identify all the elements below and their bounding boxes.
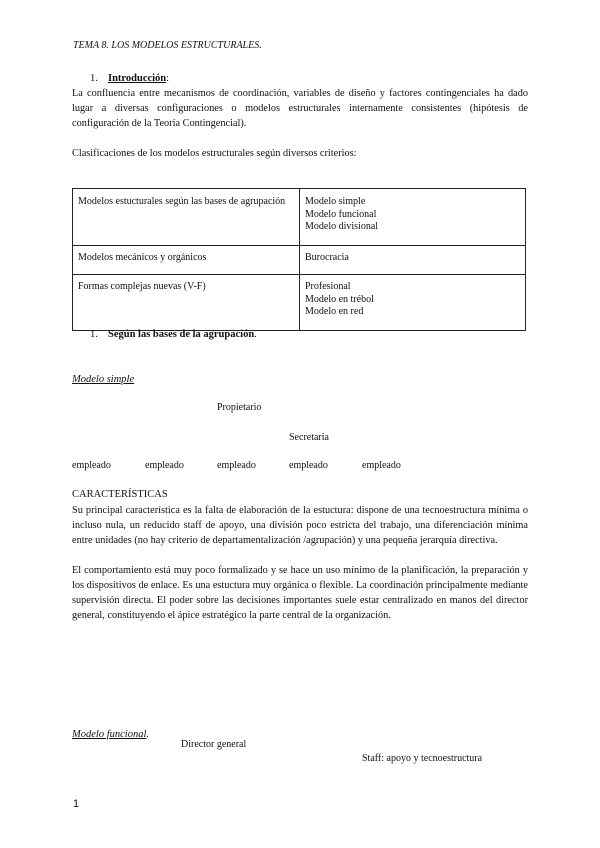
section-number: 1.: [90, 329, 98, 340]
org-owner: Propietario: [217, 402, 262, 413]
section-heading: [90, 329, 257, 340]
intro-number: 1.: [90, 73, 98, 84]
table-cell-models: [300, 246, 526, 275]
table-row: [73, 275, 526, 331]
simple-model-heading: Modelo simple: [72, 374, 135, 385]
model-item: Modelo divisional: [305, 221, 379, 232]
table-row: [73, 189, 526, 246]
classification-line: Clasificaciones de los modelos estructurales según diversos criterios:: [72, 148, 357, 159]
table-cell-criterion: Modelos mecánicos y orgánicos: [73, 246, 300, 275]
model-item: Modelo en red: [305, 306, 364, 317]
functional-model-heading: [72, 724, 149, 742]
org-employee: empleado: [217, 460, 256, 471]
table-cell-criterion: Formas complejas nuevas (V-F): [73, 275, 300, 331]
table-cell-models: [300, 189, 526, 246]
functional-model-suffix: .: [146, 729, 149, 740]
org-employee: empleado: [362, 460, 401, 471]
page-number: 1: [73, 798, 80, 810]
intro-heading: [90, 73, 169, 84]
functional-model-label: Modelo funcional: [72, 729, 147, 740]
org-employee: empleado: [145, 460, 184, 471]
org-employee: empleado: [289, 460, 328, 471]
org-employee: empleado: [72, 460, 111, 471]
table-cell-criterion: Modelos estucturales según las bases de agrupación: [73, 189, 300, 246]
org-director: Director general: [181, 739, 247, 750]
table-row: [73, 246, 526, 275]
page-title: TEMA 8. LOS MODELOS ESTRUCTURALES.: [73, 40, 262, 51]
intro-suffix: :: [166, 73, 170, 84]
section-suffix: .: [254, 329, 257, 340]
org-staff: Staff: apoyo y tecnoestructura: [362, 753, 483, 764]
model-item: Modelo simple: [305, 196, 366, 207]
characteristics-paragraph-1: Su principal característica es la falta de elaboración de la estuctura: dispone de una tecnoestructura mínima o incluso nula, un reducido staff de apoyo, una división poco estricta del trabajo, una diferenciación mínima entre unidades (no hay criterio de departamentalización /agrupación) y una pequeña jerarquía directiva.: [72, 505, 528, 546]
intro-paragraph: La confluencia entre mecanismos de coordinación, variables de diseño y factores contingenciales ha dado lugar a diversas configuraciones o modelos estructurales internamente consistentes (hipótesis de configuración de la Teoría Contingencial).: [72, 88, 528, 129]
model-item: Modelo en trébol: [305, 293, 374, 305]
table-cell-models: [300, 275, 526, 331]
characteristics-paragraph-2: El comportamiento está muy poco formalizado y se hace un uso mínimo de la planificación, la preparación y los dispositivos de enlace. Es una estuctura muy orgánica o flexible. La coordinación principalmente mediante supervisión directa. El poder sobre las decisiones importantes suele estar centralizado en manos del director general, constituyendo el ápice estratégico la parte central de la organización.: [72, 565, 528, 621]
models-table: [72, 188, 526, 331]
org-secretary: Secretaria: [289, 432, 329, 443]
model-item: Burocracia: [305, 252, 349, 263]
intro-label: Introducción: [108, 73, 167, 84]
model-item: Modelo funcional: [305, 208, 377, 220]
characteristics-heading: CARACTERÍSTICAS: [72, 489, 168, 500]
section-label: Según las bases de la agrupación: [108, 329, 255, 340]
model-item: Profesional: [305, 281, 351, 292]
